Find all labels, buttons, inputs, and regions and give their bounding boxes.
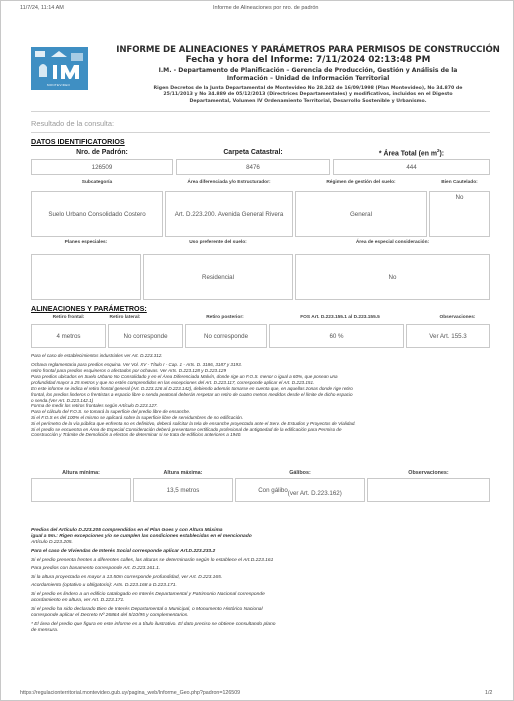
alineaciones-heading: ALINEACIONES Y PARÁMETROS: bbox=[31, 304, 147, 313]
area-especial-value: No bbox=[295, 254, 490, 300]
galibos-line-1: Con gálibo bbox=[258, 486, 288, 494]
note-line: o senda.(Ver Art. D.223.142.1) bbox=[31, 397, 94, 403]
divider bbox=[31, 132, 490, 133]
decree-line-2: 25/11/2013 y No 34.889 de 05/12/2013 (Directrices Departamentales) y modificativos, incluidos en el Digesto bbox=[163, 92, 453, 98]
retiro-lateral-value: No corresponde bbox=[108, 324, 183, 348]
retiro-posterior-label: Retiro posterior: bbox=[206, 315, 244, 320]
uso-preferente-value: Residencial bbox=[143, 254, 293, 300]
bien-cautelado-value: No bbox=[429, 191, 490, 237]
note-line: Para el cálculo del F.O.S. se tomará la superficie del predio libre de ensanche. bbox=[31, 409, 191, 415]
nro-padron-label: Nro. de Padrón: bbox=[76, 149, 128, 156]
area-label bbox=[333, 148, 490, 157]
height-notes bbox=[31, 528, 281, 636]
note-line: retiro frontal para predios esquineros o afectados por ochavas. Ver Arts. D.223.128 y D.223.129 bbox=[31, 367, 227, 373]
galibos-label: Gálibos: bbox=[289, 470, 311, 476]
dept-line-1: I.M. - Departamento de Planificación – Gerencia de Producción, Gestión y Análisis de la bbox=[158, 67, 458, 74]
dept-line-2: Información – Unidad de Información Territorial bbox=[226, 75, 390, 82]
note-line: Si el perímetro de la vía pública que enfrenta no es definitivo, deberá solicitar la tela de ensanche proyectada ante el Serv. de Estudios y Proyectos de Vialidad. bbox=[31, 420, 356, 426]
note-line: Si el predio es lindero a un edificio catalogado en Interés Departamental y Patrimonio Nacional corresponde acordamiento en altura, ver Art. D.223.171. bbox=[31, 591, 265, 604]
decree-line-1: Rigen Decretos de la Junta Departamental de Montevideo No 28.242 de 16/09/1998 (Plan Montevideo), No 34.870 de bbox=[153, 86, 463, 91]
area-diferenciada-value: Art. D.223.200. Avenida General Rivera bbox=[165, 191, 293, 237]
regulation-notes bbox=[31, 353, 493, 438]
carpeta-label: Carpeta Catastral: bbox=[223, 149, 283, 156]
report-decrees bbox=[107, 86, 509, 105]
retiro-posterior-value: No corresponde bbox=[185, 324, 267, 348]
note-line: Forma de medir los retiros frontales según Artículo D.223.127. bbox=[31, 403, 158, 409]
note-line: * El área del predio que figura en este informe es a título ilustrativo. El dato preciso se obtiene consultando plano de mensura. bbox=[31, 621, 276, 633]
note-line: Si la altura proyectada es mayor a 13.50m corresponde profundidad, ver Art. D.223.165. bbox=[31, 574, 223, 580]
print-page-number: 1/2 bbox=[485, 690, 493, 696]
result-title: Resultado de la consulta: bbox=[31, 119, 114, 128]
note-line: Artículo D.223.205. bbox=[31, 540, 73, 546]
regimen-value: General bbox=[295, 191, 427, 237]
alturas-observaciones-label: Observaciones: bbox=[408, 470, 449, 476]
altura-maxima-value: 13,5 metros bbox=[133, 478, 233, 502]
carpeta-value: 8476 bbox=[176, 159, 330, 175]
observaciones-label: Observaciones: bbox=[439, 315, 476, 320]
note-line: Si el predio se encuentra en Área de Especial Consideración deberá presentarse certificado profesional de antigüedad de la edificación para Permiso de bbox=[31, 426, 342, 432]
area-diferenciada-label: Área diferenciada y/o Estructurador: bbox=[187, 180, 271, 185]
area-value: 444 bbox=[333, 159, 490, 175]
alturas-observaciones-value bbox=[367, 478, 490, 502]
regimen-label: Régimen de gestión del suelo: bbox=[326, 180, 396, 185]
area-label-suffix: ): bbox=[439, 150, 445, 158]
note-line: Acordamiento (optativo u obligatorio): Arts. D.223.168 a D.223.171. bbox=[31, 583, 177, 589]
note-line: Predios del Artículo D.223.205 comprendidos en el Plan Goes y con Altura Máxima bbox=[31, 528, 223, 533]
subcategoria-value: Suelo Urbano Consolidado Costero bbox=[31, 191, 163, 237]
print-page-title: Informe de Alineaciones por nro. de padrón bbox=[213, 5, 319, 11]
retiro-lateral-label: Retiro lateral: bbox=[109, 315, 141, 320]
note-line: profundidad mayor a 25 metros y que no estén comprendidos en las excepciones del Art. D.223.117, corresponde aplicar el Art. D.223.151. bbox=[31, 380, 315, 386]
area-label-text: * Área Total (en m bbox=[378, 150, 437, 158]
note-line: Para el caso de Viviendas de Interés Social corresponde aplicar Art.D.223.233.2 bbox=[31, 549, 216, 554]
galibos-value bbox=[235, 478, 365, 502]
bien-cautelado-label: Bien Cautelado: bbox=[441, 180, 478, 185]
note-line: frontal, los predios linderos o frentistas a espacio libre o senda peatonal deberán respetar un retiro de cuatro metros medidos desde el límite de dicho espacio bbox=[31, 391, 353, 397]
report-timestamp: Fecha y hora del Informe: 7/11/2024 02:13:48 PM bbox=[185, 55, 431, 65]
fos-value: 60 % bbox=[269, 324, 404, 348]
note-line: En este informe se indica el retiro frontal general (Art. D.223.126 al D.223.142), debiendo además tomarse en cuenta que, en aquellas zonas donde rige retiro bbox=[31, 385, 353, 391]
print-timestamp: 11/7/24, 11:14 AM bbox=[20, 5, 64, 11]
uso-preferente-label: Uso preferente del suelo: bbox=[189, 240, 247, 245]
note-line: Ochava reglamentaria para predios esquina. Ver Vol. XV - Título I - Cap. 1 - Arts. D. 3186, 3187 y 3193. bbox=[31, 361, 242, 367]
print-header bbox=[0, 0, 514, 14]
area-especial-label: Área de especial consideración: bbox=[355, 240, 430, 245]
subcategoria-label: Subcategoría bbox=[81, 180, 113, 185]
report-title: INFORME DE ALINEACIONES Y PARÁMETROS PARA PERMISOS DE CONSTRUCCIÓN bbox=[116, 45, 500, 55]
note-line: Para predios con basamento corresponde Art. D.223.161.1. bbox=[31, 566, 161, 572]
note-line: Construcción y Trámite de Demolición a efectos de determinar si se trata de edificios anteriores a 1940. bbox=[31, 432, 242, 438]
note-line: Si el F.O.S es del 100% el mismo se aplicará sobre la superficie libre de servidumbres de no edificación. bbox=[31, 414, 244, 420]
altura-maxima-label: Altura máxima: bbox=[163, 470, 203, 476]
planes-especiales-value bbox=[31, 254, 141, 300]
nro-padron-value: 126509 bbox=[31, 159, 173, 175]
retiro-frontal-value: 4 metros bbox=[31, 324, 106, 348]
altura-minima-label: Altura mínima: bbox=[62, 470, 100, 476]
note-line: Si el predio presenta frentes a diferentes calles, las alturas se determinarán según lo establece el Art.D.223.161 bbox=[31, 557, 274, 563]
identificatorios-heading: DATOS IDENTIFICATORIOS bbox=[31, 137, 125, 146]
report-department bbox=[107, 67, 509, 83]
retiro-frontal-label: Retiro frontal: bbox=[52, 315, 85, 320]
divider bbox=[31, 111, 490, 112]
galibos-line-2: (ver Art. D.223.162) bbox=[287, 490, 342, 497]
observaciones-value: Ver Art. 155.3 bbox=[406, 324, 490, 348]
decree-line-3: Departamental, Volumen IV Ordenamiento Territorial, Desarrollo Sostenible y Urbanismo. bbox=[189, 98, 427, 104]
print-url: https://regulacionterritorial.montevideo.gub.uy/pagina_web/Informe_Geo.php?padron=126509 bbox=[20, 690, 241, 696]
planes-especiales-label: Planes especiales: bbox=[64, 240, 108, 245]
logo-caption: MONTEVIDEO bbox=[47, 83, 71, 87]
note-line: Para el caso de establecimientos industriales ver Art. D.223.312. bbox=[31, 353, 163, 358]
note-line: Si el predio ha sido declarado Bien de Interés Departamental o Municipal, o Monumento Histórico Nacional corresponde aplicar el Decreto Nº 26864 del 5/10/95 y complementarios. bbox=[31, 606, 263, 618]
area-label-sup: 2 bbox=[436, 148, 440, 153]
im-logo bbox=[31, 47, 88, 90]
fos-label: FOS Art. D.223.155.1 al D.223.155.5 bbox=[300, 315, 380, 320]
note-line: Para predios ubicados en Suelo Urbano No Consolidado y en el Área Diferenciada Malvín, donde rige un F.O.S. menor o igual a 60%, que posean una bbox=[31, 374, 338, 380]
altura-minima-value bbox=[31, 478, 131, 502]
note-line: igual a 9m.: Rigen excepciones y/o se cumplen las condiciones establecidas en el mencionado bbox=[31, 534, 252, 540]
